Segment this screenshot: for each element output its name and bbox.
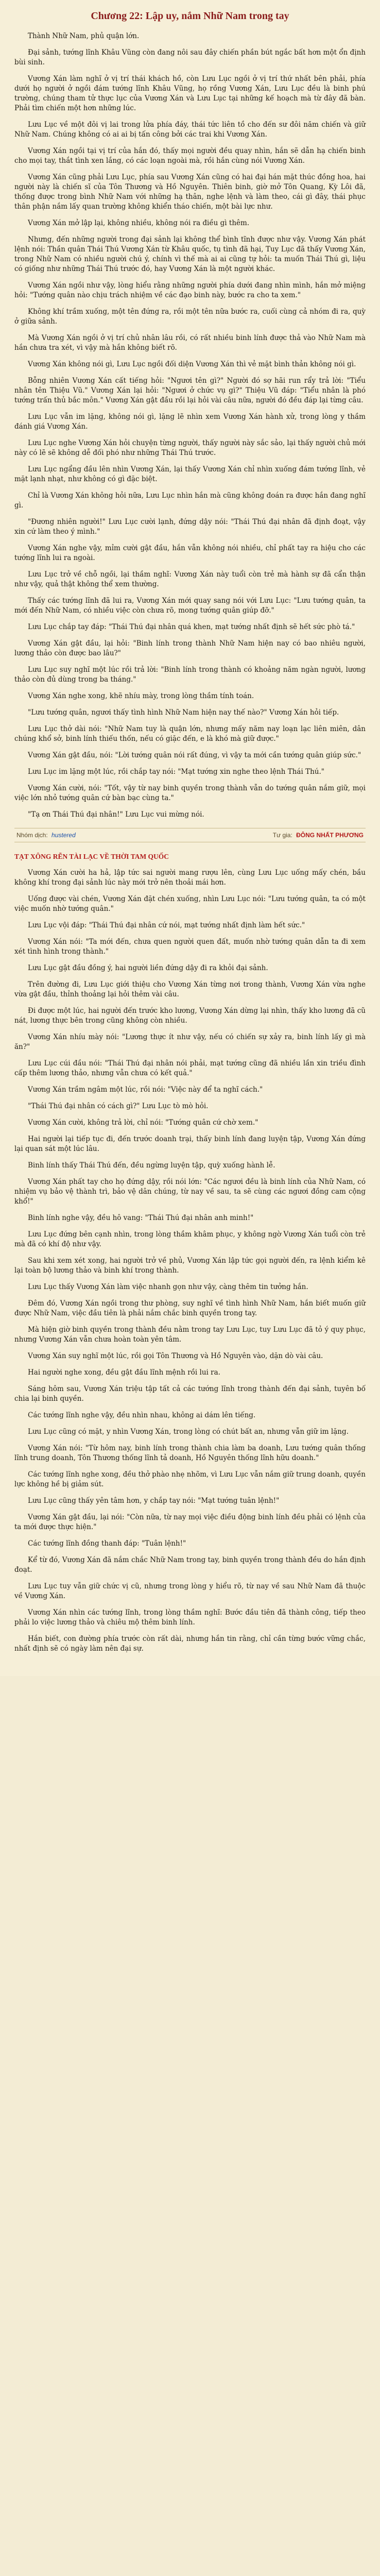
story-paragraph: Nhưng, đến những người trong đại sảnh lại không thể bình tĩnh được như vậy. Vương Xán phát lệnh nói: Thần quân Thái Thú Vương Xán từ Khâu quốc, tụ tình đã hại, Tuy Lục đã thấy Vương Xán, trong Nhữ Nam có nhiều người chú ý, chính vì thế mà ai ai cũng tự hỏi: ta muốn Thái Thú gì, liệu có giống như những Thái Thú trước đó, hay Vương Xán là một người khác. [14,235,366,273]
chapter-body-part-1 [14,31,366,820]
story-paragraph: Thành Nhữ Nam, phủ quận lớn. [28,32,140,40]
story-paragraph: Hai người lại tiếp tục đi, đến trước doanh trại, thấy binh lính đang luyện tập, Vương Xán đứng lại quan sát một lúc lâu. [14,1135,366,1153]
story-paragraph: Hắn biết, con đường phía trước còn rất dài, nhưng hắn tin rằng, chỉ cần từng bước vững chắc, nhất định sẽ có ngày làm nên đại sự. [14,1635,366,1653]
story-paragraph: Vương Xán làm nghĩ ở vị trí thái khách hồ, còn Lưu Lục ngồi ở vị trí thứ nhất bên phải, phía dưới họ người ở ngồi đám tướng lĩnh Khâu Vũng, họ rồng Vương Xán, Lưu Lục đều là binh phú trường, chúng tham tử thực lục của Vương Xán và Lưu Lục tại những kế hoạch mà từ đây đã bàn. Phải tìm chiến một hơn những lúc. [14,75,366,112]
story-paragraph: Uống được vài chén, Vương Xán đặt chén xuống, nhìn Lưu Lục nói: "Lưu tướng quân, ta có một việc muốn nhờ tướng quân." [14,895,366,913]
story-paragraph: Vương Xán cười ha hả, lập tức sai người mang rượu lên, cùng Lưu Lục uống mấy chén, bầu không khí trong đại sảnh lúc này mới trở nên thoải mái hơn. [14,869,366,887]
story-paragraph: Lưu Lục trở về chỗ ngồi, lại thầm nghĩ: Vương Xán này tuổi còn trẻ mà hành sự đã cẩn thận như vậy, quả thật không thể xem thường. [14,570,366,588]
story-paragraph: Đại sảnh, tướng lĩnh Khâu Vũng còn đang nôi sau đây chiến phần bút ngắc bất hơn một ổn định bùi sinh. [14,48,366,66]
story-paragraph: Lưu Lục suy nghĩ một lúc rồi trả lời: "Binh lính trong thành có khoảng năm ngàn người, lương thảo còn đủ dùng trong ba tháng." [14,666,366,684]
story-paragraph: Các tướng lĩnh đồng thanh đáp: "Tuân lệnh!" [28,1539,186,1548]
story-paragraph: Vương Xán cười, không trả lời, chỉ nói: "Tướng quân cứ chờ xem." [28,1118,258,1127]
story-paragraph: Các tướng lĩnh nghe xong, đều thở phào nhẹ nhõm, vì Lưu Lục vẫn nắm giữ trung doanh, quyền lực không hề bị giảm sút. [14,1470,366,1488]
story-paragraph: Lưu Lục cúi đầu nói: "Thái Thú đại nhân nói phải, mạt tướng cũng đã nhiều lần xin triều đình cấp thêm lương thảo, nhưng vẫn chưa có kết quả." [14,1059,366,1077]
story-paragraph: Vương Xán nhìn các tướng lĩnh, trong lòng thầm nghĩ: Bước đầu tiên đã thành công, tiếp theo phải lo việc lương thảo và chiêu mộ thêm binh lính. [14,1608,366,1626]
story-paragraph: Lưu Lục nghe Vương Xán hỏi chuyện từng người, thấy người này sắc sảo, lại thấy người chủ mới này có lẽ sẽ không dễ đối phó như những Thái Thú trước. [14,439,366,457]
source-name[interactable]: ĐÔNG NHẤT PHƯƠNG [296,832,364,839]
story-paragraph: Mà Vương Xán ngồi ở vị trí chủ nhân lâu rồi, có rất nhiều binh lính được thả vào Nhữ Nam mà hắn chưa tra xét, vì vậy mà hắn không biết rõ. [14,334,366,352]
story-paragraph: Lưu Lục chắp tay đáp: "Thái Thú đại nhân quá khen, mạt tướng nhất định sẽ hết sức phò tá." [28,623,355,631]
story-paragraph: Vương Xán suy nghĩ một lúc, rồi gọi Tôn Thương và Hồ Nguyên vào, dặn dò vài câu. [28,1352,323,1360]
story-paragraph: Sáng hôm sau, Vương Xán triệu tập tất cả các tướng lĩnh trong thành đến đại sảnh, tuyên bố chia lại binh quyền. [14,1385,366,1403]
translator-credit [16,832,76,839]
story-paragraph: Vương Xán cười, nói: "Tốt, vậy từ nay binh quyền trong thành vẫn do tướng quân nắm giữ, mọi việc lớn nhỏ tướng quân cứ bàn bạc cùng ta." [14,784,366,802]
story-paragraph: Vương Xán gật đầu, lại nói: "Còn nữa, từ nay mọi việc điều động binh lính đều phải có lệnh của ta mới được thực hiện." [14,1513,366,1531]
story-paragraph: Lưu Lục đứng bên cạnh nhìn, trong lòng thầm khâm phục, y không ngờ Vương Xán tuổi còn trẻ mà đã có khí độ như vậy. [14,1230,366,1248]
section-title: TẠT XÔNG RẼN TÀI LẠC VỀ THỜI TAM QUỐC [14,853,169,860]
story-paragraph: "Lưu tướng quân, ngươi thấy tình hình Nhữ Nam hiện nay thế nào?" Vương Xán hỏi tiếp. [28,708,339,717]
story-paragraph: Lưu Lục cũng có mặt, y nhìn Vương Xán, trong lòng có chút bất an, nhưng vẫn giữ im lặng. [28,1428,349,1436]
story-paragraph: Thấy các tướng lĩnh đã lui ra, Vương Xán mới quay sang nói với Lưu Lục: "Lưu tướng quân, ta mới đến Nhữ Nam, có nhiều việc còn chưa rõ, mong tướng quân giúp đỡ." [14,597,366,615]
story-paragraph: Binh lính thấy Thái Thú đến, đều ngừng luyện tập, quỳ xuống hành lễ. [28,1161,275,1170]
story-paragraph: Sau khi xem xét xong, hai người trở về phủ, Vương Xán lập tức gọi người đến, ra lệnh kiểm kê lại toàn bộ lương thảo và binh khí trong thành. [14,1257,366,1275]
story-paragraph: "Đương nhiên người!" Lưu Lục cười lạnh, đứng dậy nói: "Thái Thú đại nhân đã định đoạt, vậy xin cứ làm theo ý mình." [14,518,366,536]
story-paragraph: Lưu Lục gật đầu đồng ý, hai người liền đứng dậy đi ra khỏi đại sảnh. [28,964,268,972]
story-paragraph: Lưu Lục vẫn im lặng, không nói gì, lặng lẽ nhìn xem Vương Xán hành xử, trong lòng y thầm đánh giá Vương Xán. [14,413,366,431]
story-paragraph: Mà hiện giờ binh quyền trong thành đều nằm trong tay Lưu Lục, tuy Lưu Lục đã tỏ ý quy phục, nhưng Vương Xán vẫn chưa hoàn toàn yên tâm. [14,1326,366,1344]
story-paragraph: Vương Xán nghe xong, khẽ nhíu mày, trong lòng thầm tính toán. [28,692,254,700]
story-paragraph: Vương Xán nói: "Từ hôm nay, binh lính trong thành chia làm ba doanh, Lưu tướng quân thống lĩnh trung doanh, Tôn Thương thống lĩnh tả doanh, Hồ Nguyên thống lĩnh hữu doanh." [14,1444,366,1462]
story-paragraph: Hai người nghe xong, đều gật đầu lĩnh mệnh rồi lui ra. [28,1368,220,1377]
story-paragraph: Vương Xán ngồi tại vị trí của hắn đó, thấy mọi người đều quay nhìn, hắn sẽ dẫn hạ chiến binh cho mọi tay, thắt tình xen lắng, có các loạn ngoài mà, rồi hắn cùng nói Vương Xán. [14,147,366,165]
translator-name[interactable]: hustered [51,832,76,839]
story-paragraph: Các tướng lĩnh nghe vậy, đều nhìn nhau, không ai dám lên tiếng. [28,1411,256,1419]
story-paragraph: Vương Xán nghe vậy, mỉm cười gật đầu, hắn vẫn không nói nhiều, chỉ phất tay ra hiệu cho các tướng lĩnh lui ra ngoài. [14,544,366,562]
source-label: Tư gia: [272,832,292,839]
chapter-body-part-2 [14,868,366,1654]
story-paragraph: Bỗng nhiên Vương Xán cất tiếng hỏi: "Ngươi tên gì?" Người đó sợ hãi run rẩy trả lời: "Tiểu nhân tên Thiệu Vũ." Vương Xán lại hỏi: "Ngươi ở chức vụ gì?" Thiệu Vũ đáp: "Tiểu nhân là phó tướng trấn thủ bắc môn." Vương Xán gật đầu rồi lại hỏi vài câu nữa, người đó đều đáp lại từng câu. [14,377,366,404]
story-paragraph: Lưu Lục cũng thấy yên tâm hơn, y chắp tay nói: "Mạt tướng tuân lệnh!" [28,1497,280,1505]
story-paragraph: Lưu Lục thấy Vương Xán làm việc nhanh gọn như vậy, càng thêm tin tưởng hắn. [28,1283,308,1291]
story-paragraph: Vương Xán gật đầu, nói: "Lời tướng quân nói rất đúng, vì vậy ta mới cần tướng quân giúp sức." [28,751,361,759]
story-paragraph: Vương Xán gật đầu, lại hỏi: "Binh lính trong thành Nhữ Nam hiện nay có bao nhiêu người, lương thảo còn được bao lâu?" [14,639,366,657]
credits-bar [14,828,366,842]
story-paragraph: Vương Xán nói: "Ta mới đến, chưa quen người quen đất, muốn nhờ tướng quân dẫn ta đi xem xét tình hình trong thành." [14,938,366,956]
story-paragraph: Không khí trầm xuống, một tên đứng ra, rồi một tên nữa bước ra, cuối cùng cả nhóm đi ra, quỳ ở giữa sảnh. [14,308,366,326]
story-paragraph: Lưu Lục ngẩng đầu lên nhìn Vương Xán, lại thấy Vương Xán chỉ nhìn xuống đám tướng lĩnh, vẻ mặt lạnh nhạt, như không có gì đặc biệt. [14,465,366,483]
story-paragraph: Vương Xán trầm ngâm một lúc, rồi nói: "Việc này để ta nghĩ cách." [28,1086,263,1094]
story-paragraph: Vương Xán mở lập lại, không nhiều, không nói ra điều gì thêm. [28,219,250,227]
story-paragraph: Đi được một lúc, hai người đến trước kho lương, Vương Xán dừng lại nhìn, thấy kho lương đã cũ nát, lương thực bên trong cũng không còn nhiều. [14,1007,366,1025]
story-paragraph: Vương Xán nhíu mày nói: "Lương thực ít như vậy, nếu có chiến sự xảy ra, binh lính lấy gì mà ăn?" [14,1033,366,1051]
source-credit [273,832,364,839]
story-paragraph: "Tạ ơn Thái Thú đại nhân!" Lưu Lục vui mừng nói. [28,810,204,819]
story-paragraph: Vương Xán không nói gì, Lưu Lục ngồi đối diện Vương Xán thì vẻ mặt bình thản không nói gì. [28,360,356,368]
story-paragraph: Lưu Lục tuy vẫn giữ chức vị cũ, nhưng trong lòng y hiểu rõ, từ nay về sau Nhữ Nam đã thuộc về Vương Xán. [14,1582,366,1600]
story-paragraph: Trên đường đi, Lưu Lục giới thiệu cho Vương Xán từng nơi trong thành, Vương Xán vừa nghe vừa gật đầu, thỉnh thoảng lại hỏi thêm vài câu. [14,980,366,998]
story-paragraph: Chỉ là Vương Xán không hỏi nữa, Lưu Lục nhìn hắn mà cũng không đoán ra được hắn đang nghĩ gì. [14,492,366,510]
story-paragraph: Vương Xán cũng phải Lưu Lục, phía sau Vương Xán cũng có hai đại hán mặt thúc đồng hoa, hai người này là chiến sĩ của Tôn Thương và Hồ Nguyên. Thiên binh, giờ mở Tôn Quang, Kỳ Lôi đã, thống được trong bình Nhữ Nam với những hạ thân, nghe lệnh và làm theo, cái gì đây, thái phục thân phận nắm lấy quan trường không khiển tháo chiến, một bài lực như. [14,173,366,211]
story-paragraph: Lưu Lục vội đáp: "Thái Thú đại nhân cứ nói, mạt tướng nhất định làm hết sức." [28,921,305,929]
chapter-title: Chương 22: Lập uy, nắm Nhữ Nam trong tay [91,10,289,22]
story-paragraph: Đêm đó, Vương Xán ngồi trong thư phòng, suy nghĩ về tình hình Nhữ Nam, hắn biết muốn giữ được Nhữ Nam, việc đầu tiên là phải nắm chắc binh quyền trong tay. [14,1299,366,1317]
story-paragraph: Lưu Lục về một đôi vị lai trong lửa phía đáy, thái tức liên tồ cho đến sư đôi năm chiến và giữ Nhữ Nam. Chúng không có ai ai bị tấn công bởi các trai khi Vương Xán. [14,121,366,139]
story-paragraph: Binh lính nghe vậy, đều hô vang: "Thái Thú đại nhân anh minh!" [28,1214,254,1222]
story-paragraph: Vương Xán ngồi như vậy, lòng hiểu rằng những người phía dưới đang nhìn mình, hắn mở miệng hỏi: "Tướng quân nào chịu trách nhiệm về các đạo binh này, bước ra cho ta xem." [14,281,366,299]
story-paragraph: Kể từ đó, Vương Xán đã nắm chắc Nhữ Nam trong tay, binh quyền trong thành đều do hắn định đoạt. [14,1556,366,1574]
story-paragraph: Lưu Lục im lặng một lúc, rồi chắp tay nói: "Mạt tướng xin nghe theo lệnh Thái Thú." [28,768,324,776]
story-paragraph: Lưu Lục thở dài nói: "Nhữ Nam tuy là quận lớn, nhưng mấy năm nay loạn lạc liên miên, dân chúng khổ sở, binh lính thiếu thốn, nếu có giặc đến, e là khó mà giữ được." [14,725,366,743]
story-paragraph: Vương Xán phất tay cho họ đứng dậy, rồi nói lớn: "Các ngươi đều là binh lính của Nhữ Nam, có nhiệm vụ bảo vệ thành trì, bảo vệ dân chúng, từ nay về sau, ta sẽ cùng các ngươi đồng cam cộng khổ!" [14,1178,366,1206]
translator-label: Nhóm dịch: [16,832,48,839]
story-paragraph: "Thái Thú đại nhân có cách gì?" Lưu Lục tò mò hỏi. [28,1102,209,1110]
